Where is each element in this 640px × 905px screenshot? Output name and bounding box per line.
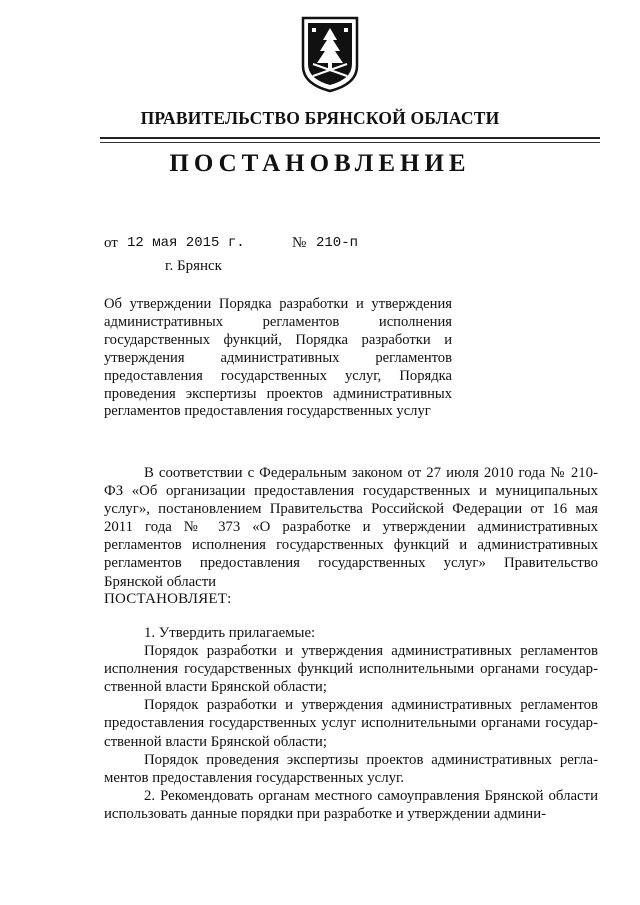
preamble-text: В соответствии с Федеральным законом от 27 июля 2010 года № 210-ФЗ «Об организации предоставления государственных и муниципальных услуг», постановлением Правительства Российской Федерации от 16 мая 2011 года № 373 «О разработке и утверждении административных регламентов исполнения государственных функций и административных регламентов предоставления государственных услуг» Правительство Брянской области: [104, 465, 598, 590]
list-item: Порядок разработки и утверждения административных регламентов исполнения государственных функций исполнительными органами государственной власти Брянской области;: [104, 643, 598, 696]
list-item: Порядок проведения экспертизы проектов административных регламентов предоставления государственных услуг.: [104, 751, 598, 786]
bryansk-coat-of-arms-icon: [299, 14, 361, 94]
city: г. Брянск: [165, 258, 222, 274]
document-type: ПОСТАНОВЛЕНИЕ: [169, 150, 471, 177]
resolves-heading: ПОСТАНОВЛЯЕТ:: [104, 591, 232, 607]
document-number: 210-п: [316, 235, 359, 251]
list-item: Порядок разработки и утверждения административных регламентов предоставления государственных услуг исполнительными органами государственной власти Брянской области;: [104, 697, 598, 750]
header-divider-thick: [100, 137, 600, 139]
date-number-line: [104, 235, 359, 252]
list-item: 1. Утвердить прилагаемые:: [144, 625, 316, 641]
number-prefix: №: [292, 235, 307, 251]
header-divider-thin: [100, 142, 600, 143]
document-subject: Об утверждении Порядка разработки и утверждения административных регламентов исполнения государственных функций, Порядка разработки и утверждения административных регламентов предоставления государственных услуг, Порядка проведения экспертизы проектов административных регламентов предоставления государственных услуг: [104, 296, 452, 420]
document-date: 12 мая 2015 г.: [127, 235, 245, 251]
preamble: [104, 464, 598, 591]
list-item: 2. Рекомендовать органам местного самоуправления Брянской области использовать данные порядки при разработке и утверждении админи-: [104, 787, 598, 822]
resolution-items: [104, 624, 598, 823]
government-name: ПРАВИТЕЛЬСТВО БРЯНСКОЙ ОБЛАСТИ: [140, 108, 500, 128]
date-prefix: от: [104, 235, 118, 251]
